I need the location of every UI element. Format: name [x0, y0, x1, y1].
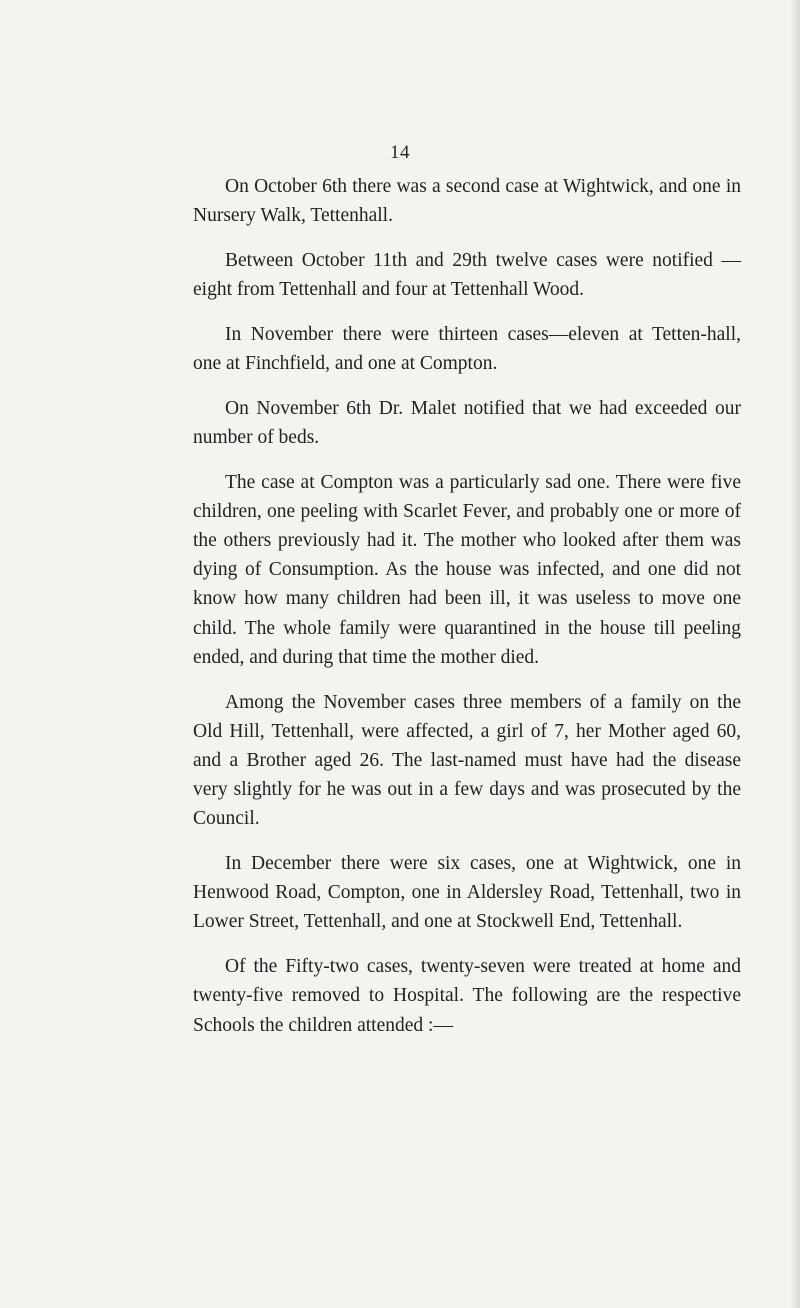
- paragraph: Between October 11th and 29th twelve cases were notified —eight from Tettenhall and four at Tettenhall Wood.: [193, 249, 741, 301]
- page-edge-shadow: [790, 0, 800, 1308]
- paragraph: The case at Compton was a particularly sad one. There were five children, one peeling with Scarlet Fever, and probably one or more of the others previously had it. The mother who looked after them was dying of Consumption. As the house was infected, and one did not know how many children had been ill, it was useless to move one child. The whole family were quarantined in the house till peeling ended, and during that time the mother died.: [193, 471, 741, 668]
- paragraph: In December there were six cases, one at Wightwick, one in Henwood Road, Compton, one in Aldersley Road, Tettenhall, two in Lower Street, Tettenhall, and one at Stockwell End, Tettenhall.: [193, 853, 741, 933]
- paragraph: Among the November cases three members of a family on the Old Hill, Tettenhall, were affected, a girl of 7, her Mother aged 60, and a Brother aged 26. The last-named must have had the disease very slightly for he was out in a few days and was prosecuted by the Council.: [193, 691, 741, 830]
- paragraph: On November 6th Dr. Malet notified that we had exceeded our number of beds.: [193, 397, 741, 448]
- paragraph: In November there were thirteen cases—eleven at Tetten-hall, one at Finchfield, and one at Compton.: [193, 323, 741, 375]
- paragraph: On October 6th there was a second case at Wightwick, and one in Nursery Walk, Tettenhall.: [193, 176, 741, 227]
- page-number: 14: [390, 142, 410, 163]
- paragraph: Of the Fifty-two cases, twenty-seven were treated at home and twenty-five removed to Hospital. The following are the respective Schools the children attended :—: [193, 956, 741, 1036]
- body-text: [193, 172, 741, 1055]
